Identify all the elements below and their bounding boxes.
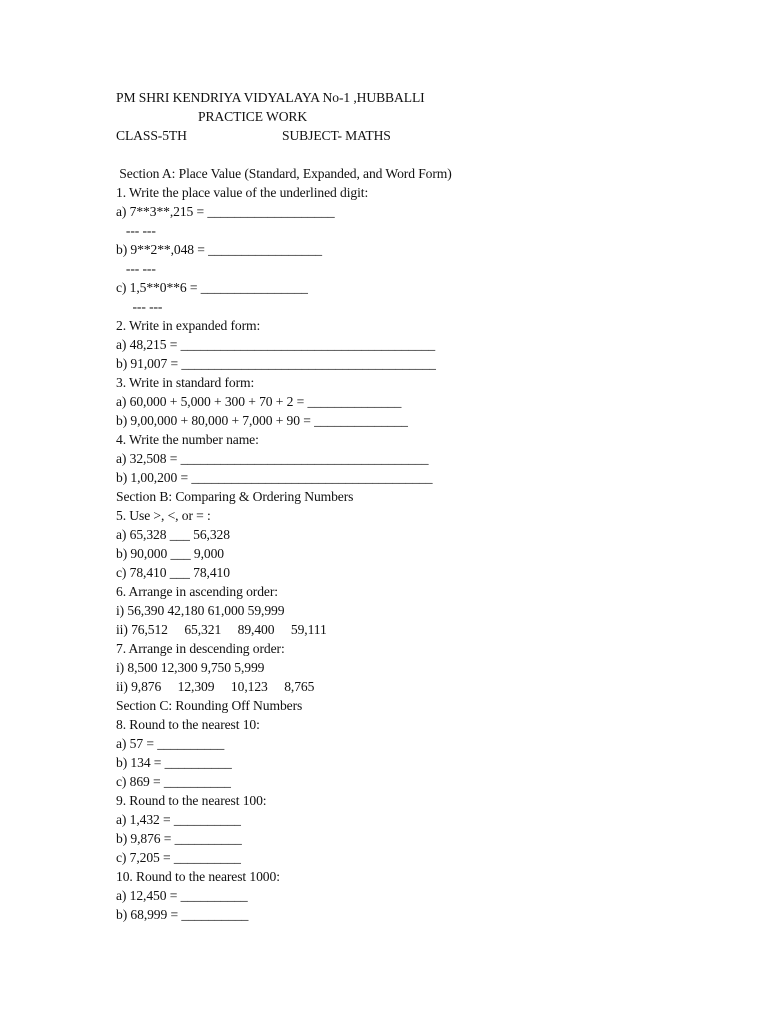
worksheet-line: a) 48,215 = ______________________________________ bbox=[116, 337, 436, 352]
worksheet-line: i) 8,500 12,300 9,750 5,999 bbox=[116, 660, 265, 675]
worksheet-line: b) 9,876 = __________ bbox=[116, 831, 242, 846]
worksheet-line: b) 91,007 = ______________________________________ bbox=[116, 356, 436, 371]
class-label: CLASS-5TH bbox=[116, 128, 187, 143]
worksheet-line: c) 869 = __________ bbox=[116, 774, 231, 789]
worksheet-line: b) 90,000 ___ 9,000 bbox=[116, 546, 224, 561]
worksheet-line: 8. Round to the nearest 10: bbox=[116, 717, 260, 732]
worksheet-line: ii) 76,512 65,321 89,400 59,111 bbox=[116, 622, 327, 637]
worksheet-line: a) 65,328 ___ 56,328 bbox=[116, 527, 230, 542]
worksheet-line: i) 56,390 42,180 61,000 59,999 bbox=[116, 603, 285, 618]
worksheet-line: 5. Use >, <, or = : bbox=[116, 508, 211, 523]
worksheet-line: a) 57 = __________ bbox=[116, 736, 225, 751]
worksheet-line: a) 7**3**,215 = ___________________ bbox=[116, 204, 335, 219]
worksheet-line: 6. Arrange in ascending order: bbox=[116, 584, 278, 599]
worksheet-line: Section C: Rounding Off Numbers bbox=[116, 698, 303, 713]
worksheet-line: 7. Arrange in descending order: bbox=[116, 641, 285, 656]
worksheet-line: 10. Round to the nearest 1000: bbox=[116, 869, 280, 884]
worksheet-line: --- --- bbox=[116, 299, 163, 314]
worksheet-line: c) 78,410 ___ 78,410 bbox=[116, 565, 230, 580]
worksheet-line: 2. Write in expanded form: bbox=[116, 318, 261, 333]
worksheet-line: Section B: Comparing & Ordering Numbers bbox=[116, 489, 354, 504]
worksheet-line: b) 68,999 = __________ bbox=[116, 907, 249, 922]
worksheet-line: b) 9**2**,048 = _________________ bbox=[116, 242, 323, 257]
worksheet-line: a) 12,450 = __________ bbox=[116, 888, 248, 903]
worksheet-line: --- --- bbox=[116, 223, 156, 238]
worksheet-line: ii) 9,876 12,309 10,123 8,765 bbox=[116, 679, 315, 694]
worksheet-line: Section A: Place Value (Standard, Expanded, and Word Form) bbox=[116, 166, 452, 181]
worksheet-line: 3. Write in standard form: bbox=[116, 375, 255, 390]
worksheet-line: --- --- bbox=[116, 261, 156, 276]
worksheet-line: a) 1,432 = __________ bbox=[116, 812, 241, 827]
worksheet-line: 1. Write the place value of the underlined digit: bbox=[116, 185, 369, 200]
worksheet-line: b) 9,00,000 + 80,000 + 7,000 + 90 = ______________ bbox=[116, 413, 408, 428]
subject-label: SUBJECT- MATHS bbox=[282, 128, 391, 143]
school-name: PM SHRI KENDRIYA VIDYALAYA No-1 ,HUBBALLI bbox=[116, 90, 425, 105]
worksheet-line: a) 60,000 + 5,000 + 300 + 70 + 2 = ______________ bbox=[116, 394, 402, 409]
worksheet-line: 4. Write the number name: bbox=[116, 432, 259, 447]
worksheet-line: a) 32,508 = _____________________________________ bbox=[116, 451, 429, 466]
work-title: PRACTICE WORK bbox=[198, 109, 308, 124]
worksheet-line: c) 7,205 = __________ bbox=[116, 850, 241, 865]
worksheet-line: b) 1,00,200 = ____________________________________ bbox=[116, 470, 433, 485]
worksheet-line: 9. Round to the nearest 100: bbox=[116, 793, 267, 808]
worksheet-line: b) 134 = __________ bbox=[116, 755, 232, 770]
worksheet-line: c) 1,5**0**6 = ________________ bbox=[116, 280, 308, 295]
